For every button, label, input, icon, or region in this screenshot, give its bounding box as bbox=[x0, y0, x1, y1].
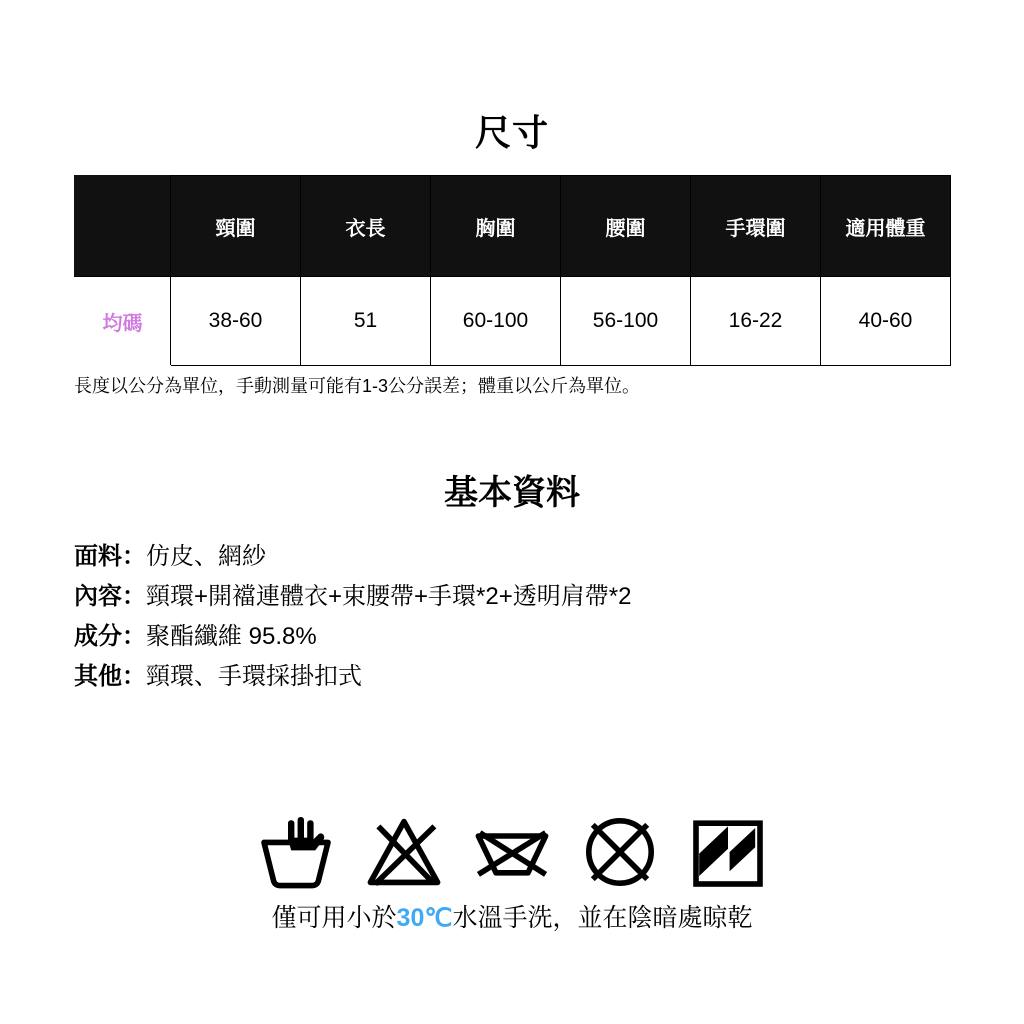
basic-key-fabric: 面料： bbox=[74, 543, 146, 570]
basic-value-fabric: 仿皮、網紗 bbox=[146, 543, 266, 570]
list-item bbox=[74, 540, 954, 574]
table-row bbox=[75, 277, 951, 366]
cell-weight: 40-60 bbox=[821, 277, 951, 366]
care-instruction-icons bbox=[0, 812, 1024, 892]
basic-key-other: 其他： bbox=[74, 663, 146, 691]
care-text-after: 水溫手洗，並在陰暗處晾乾 bbox=[452, 904, 753, 932]
basic-value-other: 頸環、手環採掛扣式 bbox=[146, 663, 362, 691]
basic-value-contents: 頸環+開襠連體衣+束腰帶+手環*2+透明肩帶*2 bbox=[146, 583, 632, 611]
basic-section-title: 基本資料 bbox=[444, 474, 580, 512]
hand-wash-icon bbox=[256, 812, 336, 892]
basic-info-list bbox=[74, 540, 954, 700]
column-header-bust: 胸圍 bbox=[431, 176, 561, 277]
list-item bbox=[74, 620, 954, 654]
cell-wristband: 16-22 bbox=[691, 277, 821, 366]
no-tumble-dry-icon bbox=[472, 812, 552, 892]
row-label-onesize: 均碼 bbox=[75, 277, 171, 366]
care-instruction-text bbox=[0, 898, 1024, 934]
cell-length: 51 bbox=[301, 277, 431, 366]
basic-key-composition: 成分： bbox=[74, 623, 146, 651]
size-section-title: 尺寸 bbox=[474, 112, 549, 153]
no-bleach-icon bbox=[364, 812, 444, 892]
care-temperature: 30℃ bbox=[396, 904, 453, 932]
column-header-length: 衣長 bbox=[301, 176, 431, 277]
column-header-neck: 頸圍 bbox=[171, 176, 301, 277]
dry-in-shade-icon bbox=[688, 812, 768, 892]
cell-bust: 60-100 bbox=[431, 277, 561, 366]
list-item bbox=[74, 580, 954, 614]
care-text-before: 僅可用小於 bbox=[271, 904, 397, 932]
size-table-body bbox=[75, 277, 951, 366]
column-header-weight: 適用體重 bbox=[821, 176, 951, 277]
table-corner-cell bbox=[75, 176, 171, 277]
column-header-wristband: 手環圍 bbox=[691, 176, 821, 277]
cell-waist: 56-100 bbox=[561, 277, 691, 366]
size-table bbox=[74, 175, 951, 366]
basic-key-contents: 內容： bbox=[74, 583, 146, 611]
list-item bbox=[74, 660, 954, 694]
table-header-row bbox=[75, 176, 951, 277]
column-header-waist: 腰圍 bbox=[561, 176, 691, 277]
cell-neck: 38-60 bbox=[171, 277, 301, 366]
size-measurement-note: 長度以公分為單位，手動測量可能有1-3公分誤差；體重以公斤為單位。 bbox=[74, 376, 641, 396]
size-table-header bbox=[75, 176, 951, 277]
basic-value-composition: 聚酯纖維 95.8% bbox=[146, 623, 317, 651]
no-dry-clean-icon bbox=[580, 812, 660, 892]
